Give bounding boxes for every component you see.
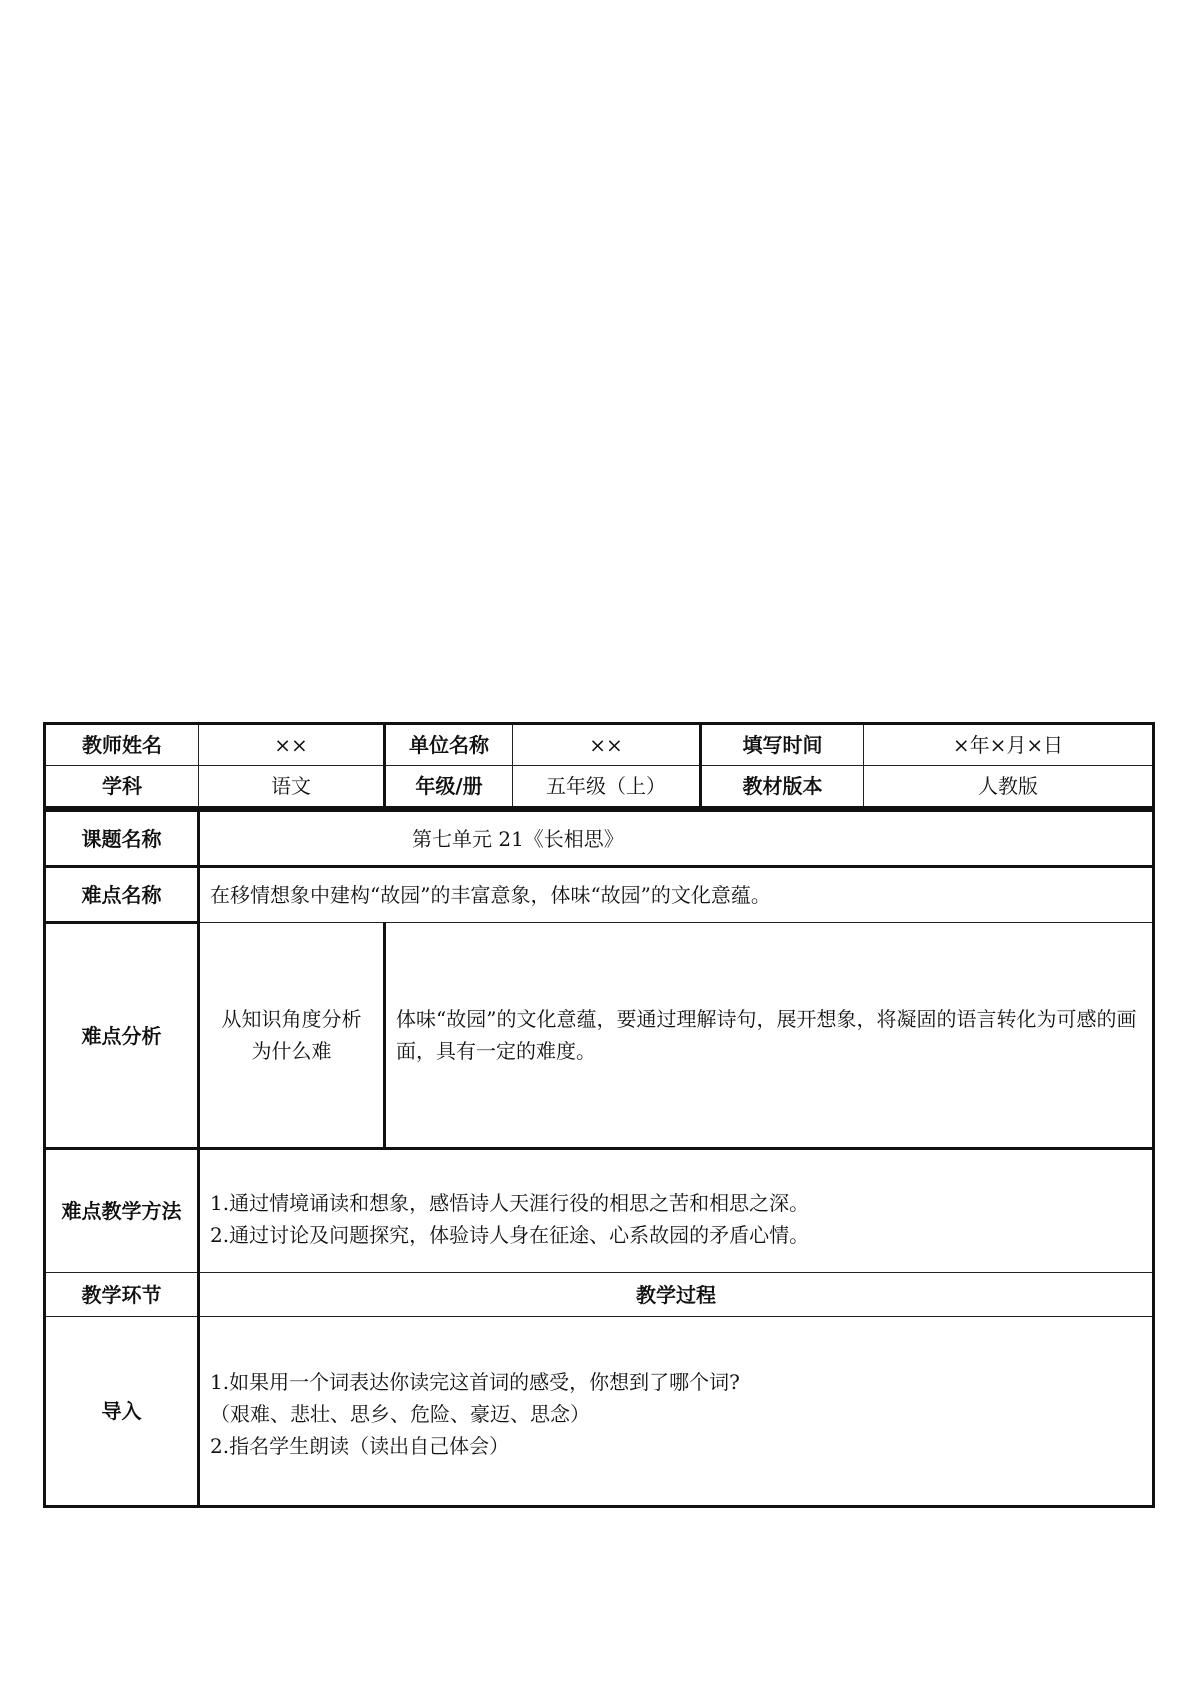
difficulty-value: 在移情想象中建构“故园”的丰富意象，体味“故园”的文化意蕴。 <box>199 867 1154 923</box>
lesson-plan-form <box>43 722 1155 1508</box>
analysis-sub-label: 从知识角度分析为什么难 <box>199 923 385 1149</box>
subject-label: 学科 <box>45 766 199 808</box>
subject-value: 语文 <box>199 766 385 808</box>
edition-label: 教材版本 <box>701 766 864 808</box>
unit-label: 单位名称 <box>385 724 513 766</box>
process-header: 教学过程 <box>199 1273 1154 1317</box>
topic-label: 课题名称 <box>45 811 199 867</box>
grade-label: 年级/册 <box>385 766 513 808</box>
method-label: 难点教学方法 <box>45 1149 199 1273</box>
intro-line-2: （艰难、悲壮、思乡、危险、豪迈、思念） <box>210 1402 590 1426</box>
intro-label: 导入 <box>45 1317 199 1507</box>
unit-value: ×× <box>513 724 701 766</box>
analysis-value: 体味“故园”的文化意蕴，要通过理解诗句，展开想象，将凝固的语言转化为可感的画面，具有一定的难度。 <box>385 923 1154 1149</box>
difficulty-label: 难点名称 <box>45 867 199 923</box>
info-table <box>43 722 1155 809</box>
content-table <box>43 809 1155 1508</box>
date-label: 填写时间 <box>701 724 864 766</box>
method-line-1: 1.通过情境诵读和想象，感悟诗人天涯行役的相思之苦和相思之深。 <box>210 1191 810 1215</box>
teacher-value: ×× <box>199 724 385 766</box>
topic-value: 第七单元 21《长相思》 <box>199 811 1154 867</box>
edition-value: 人教版 <box>864 766 1154 808</box>
teacher-label: 教师姓名 <box>45 724 199 766</box>
intro-line-3: 2.指名学生朗读（读出自己体会） <box>210 1434 510 1458</box>
method-line-2: 2.通过讨论及问题探究，体验诗人身在征途、心系故园的矛盾心情。 <box>210 1223 810 1247</box>
grade-value: 五年级（上） <box>513 766 701 808</box>
intro-content <box>199 1317 1154 1507</box>
intro-line-1: 1.如果用一个词表达你读完这首词的感受，你想到了哪个词? <box>210 1370 740 1394</box>
stage-header: 教学环节 <box>45 1273 199 1317</box>
analysis-label: 难点分析 <box>45 923 199 1149</box>
date-value: ×年×月×日 <box>864 724 1154 766</box>
method-content <box>199 1149 1154 1273</box>
